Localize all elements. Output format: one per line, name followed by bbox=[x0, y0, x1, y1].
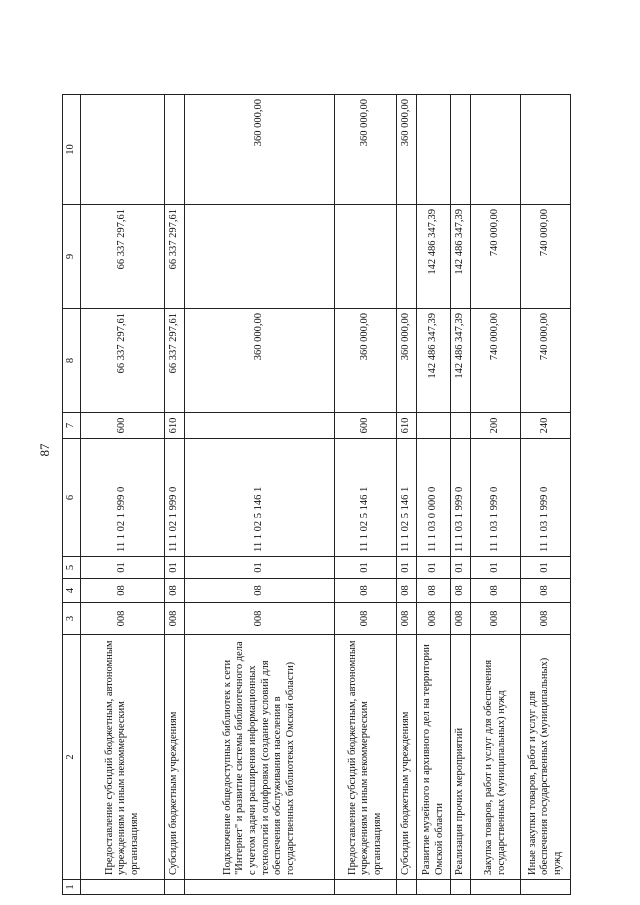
cell-subsection: 01 bbox=[417, 557, 451, 579]
cell-admin: 008 bbox=[451, 603, 471, 635]
cell-target-code: 11 1 02 5 146 1 bbox=[185, 439, 335, 557]
cell-admin: 008 bbox=[185, 603, 335, 635]
table-row bbox=[451, 95, 471, 895]
cell-amount-10: 360 000,00 bbox=[335, 95, 397, 205]
cell-amount-total: 360 000,00 bbox=[335, 309, 397, 413]
cell-subsection: 01 bbox=[521, 557, 571, 579]
cell-subsection: 01 bbox=[335, 557, 397, 579]
cell-amount-10 bbox=[521, 95, 571, 205]
cell-amount-total: 740 000,00 bbox=[521, 309, 571, 413]
cell-section: 08 bbox=[417, 579, 451, 603]
cell-target-code: 11 1 03 1 999 0 bbox=[471, 439, 521, 557]
budget-table bbox=[62, 94, 571, 895]
cell-num bbox=[185, 880, 335, 895]
header-cell: 1 bbox=[63, 880, 81, 895]
cell-amount-9: 740 000,00 bbox=[471, 205, 521, 309]
cell-num bbox=[451, 880, 471, 895]
cell-amount-9: 142 486 347,39 bbox=[417, 205, 451, 309]
cell-subsection: 01 bbox=[451, 557, 471, 579]
cell-subsection: 01 bbox=[81, 557, 165, 579]
cell-target-code: 11 1 02 1 999 0 bbox=[81, 439, 165, 557]
cell-amount-total: 360 000,00 bbox=[397, 309, 417, 413]
table-row bbox=[165, 95, 185, 895]
cell-expense-type: 600 bbox=[81, 413, 165, 439]
cell-section: 08 bbox=[185, 579, 335, 603]
cell-amount-9 bbox=[335, 205, 397, 309]
cell-amount-10 bbox=[417, 95, 451, 205]
cell-expense-type: 610 bbox=[397, 413, 417, 439]
header-cell: 10 bbox=[63, 95, 81, 205]
cell-target-code: 11 1 03 1 999 0 bbox=[521, 439, 571, 557]
cell-amount-total: 740 000,00 bbox=[471, 309, 521, 413]
header-cell: 5 bbox=[63, 557, 81, 579]
cell-name: Подключение общедоступных библиотек к сети "Интернет" и развитие системы библиотечного дела с учетом задачи расширения информационных технологий и оцифровки (создание условий для обеспечения обслуживания населения в государственных библиотеках Омской области) bbox=[185, 635, 335, 880]
header-cell: 7 bbox=[63, 413, 81, 439]
table-row bbox=[521, 95, 571, 895]
cell-num bbox=[335, 880, 397, 895]
cell-target-code: 11 1 02 1 999 0 bbox=[165, 439, 185, 557]
cell-num bbox=[471, 880, 521, 895]
cell-amount-total: 142 486 347,39 bbox=[417, 309, 451, 413]
cell-amount-total: 360 000,00 bbox=[185, 309, 335, 413]
cell-target-code: 11 1 03 0 000 0 bbox=[417, 439, 451, 557]
cell-admin: 008 bbox=[397, 603, 417, 635]
cell-amount-9: 66 337 297,61 bbox=[81, 205, 165, 309]
cell-subsection: 01 bbox=[397, 557, 417, 579]
cell-amount-10 bbox=[471, 95, 521, 205]
header-cell: 6 bbox=[63, 439, 81, 557]
cell-num bbox=[417, 880, 451, 895]
cell-name: Субсидии бюджетным учреждениям bbox=[165, 635, 185, 880]
cell-section: 08 bbox=[335, 579, 397, 603]
cell-amount-10: 360 000,00 bbox=[397, 95, 417, 205]
cell-amount-10 bbox=[81, 95, 165, 205]
cell-amount-9: 66 337 297,61 bbox=[165, 205, 185, 309]
header-cell: 3 bbox=[63, 603, 81, 635]
cell-name: Закупка товаров, работ и услуг для обеспечения государственных (муниципальных) нужд bbox=[471, 635, 521, 880]
cell-amount-10 bbox=[451, 95, 471, 205]
cell-expense-type: 600 bbox=[335, 413, 397, 439]
rotated-table-container bbox=[62, 95, 612, 895]
cell-section: 08 bbox=[397, 579, 417, 603]
cell-section: 08 bbox=[471, 579, 521, 603]
table-row bbox=[397, 95, 417, 895]
cell-amount-9 bbox=[397, 205, 417, 309]
cell-amount-total: 66 337 297,61 bbox=[165, 309, 185, 413]
cell-num bbox=[165, 880, 185, 895]
table-row bbox=[81, 95, 165, 895]
cell-expense-type: 610 bbox=[165, 413, 185, 439]
cell-amount-10 bbox=[165, 95, 185, 205]
cell-admin: 008 bbox=[471, 603, 521, 635]
cell-amount-9: 142 486 347,39 bbox=[451, 205, 471, 309]
cell-target-code: 11 1 03 1 999 0 bbox=[451, 439, 471, 557]
cell-amount-total: 142 486 347,39 bbox=[451, 309, 471, 413]
table-row bbox=[471, 95, 521, 895]
cell-amount-9 bbox=[185, 205, 335, 309]
cell-admin: 008 bbox=[335, 603, 397, 635]
cell-admin: 008 bbox=[417, 603, 451, 635]
header-cell: 2 bbox=[63, 635, 81, 880]
cell-section: 08 bbox=[81, 579, 165, 603]
cell-section: 08 bbox=[451, 579, 471, 603]
cell-name: Предоставление субсидий бюджетным, автономным учреждениям и иным некоммерческим организациям bbox=[81, 635, 165, 880]
header-cell: 9 bbox=[63, 205, 81, 309]
page-number: 87 bbox=[37, 443, 52, 457]
cell-name: Реализация прочих мероприятий bbox=[451, 635, 471, 880]
cell-expense-type: 240 bbox=[521, 413, 571, 439]
cell-name: Иные закупки товаров, работ и услуг для обеспечения государственных (муниципальных) нужд bbox=[521, 635, 571, 880]
cell-expense-type bbox=[451, 413, 471, 439]
cell-name: Развитие музейного и архивного дел на территории Омской области bbox=[417, 635, 451, 880]
header-cell: 8 bbox=[63, 309, 81, 413]
cell-section: 08 bbox=[521, 579, 571, 603]
header-row bbox=[63, 95, 81, 895]
cell-num bbox=[397, 880, 417, 895]
cell-target-code: 11 1 02 5 146 1 bbox=[397, 439, 417, 557]
cell-admin: 008 bbox=[165, 603, 185, 635]
table-row bbox=[417, 95, 451, 895]
cell-admin: 008 bbox=[81, 603, 165, 635]
cell-amount-9: 740 000,00 bbox=[521, 205, 571, 309]
cell-name: Субсидии бюджетным учреждениям bbox=[397, 635, 417, 880]
cell-subsection: 01 bbox=[471, 557, 521, 579]
cell-section: 08 bbox=[165, 579, 185, 603]
cell-subsection: 01 bbox=[165, 557, 185, 579]
cell-target-code: 11 1 02 5 146 1 bbox=[335, 439, 397, 557]
cell-expense-type: 200 bbox=[471, 413, 521, 439]
cell-amount-10: 360 000,00 bbox=[185, 95, 335, 205]
table-row bbox=[335, 95, 397, 895]
cell-expense-type bbox=[185, 413, 335, 439]
cell-num bbox=[81, 880, 165, 895]
cell-expense-type bbox=[417, 413, 451, 439]
cell-num bbox=[521, 880, 571, 895]
header-cell: 4 bbox=[63, 579, 81, 603]
cell-name: Предоставление субсидий бюджетным, автономным учреждениям и иным некоммерческим организациям bbox=[335, 635, 397, 880]
cell-amount-total: 66 337 297,61 bbox=[81, 309, 165, 413]
cell-subsection: 01 bbox=[185, 557, 335, 579]
cell-admin: 008 bbox=[521, 603, 571, 635]
table-row bbox=[185, 95, 335, 895]
